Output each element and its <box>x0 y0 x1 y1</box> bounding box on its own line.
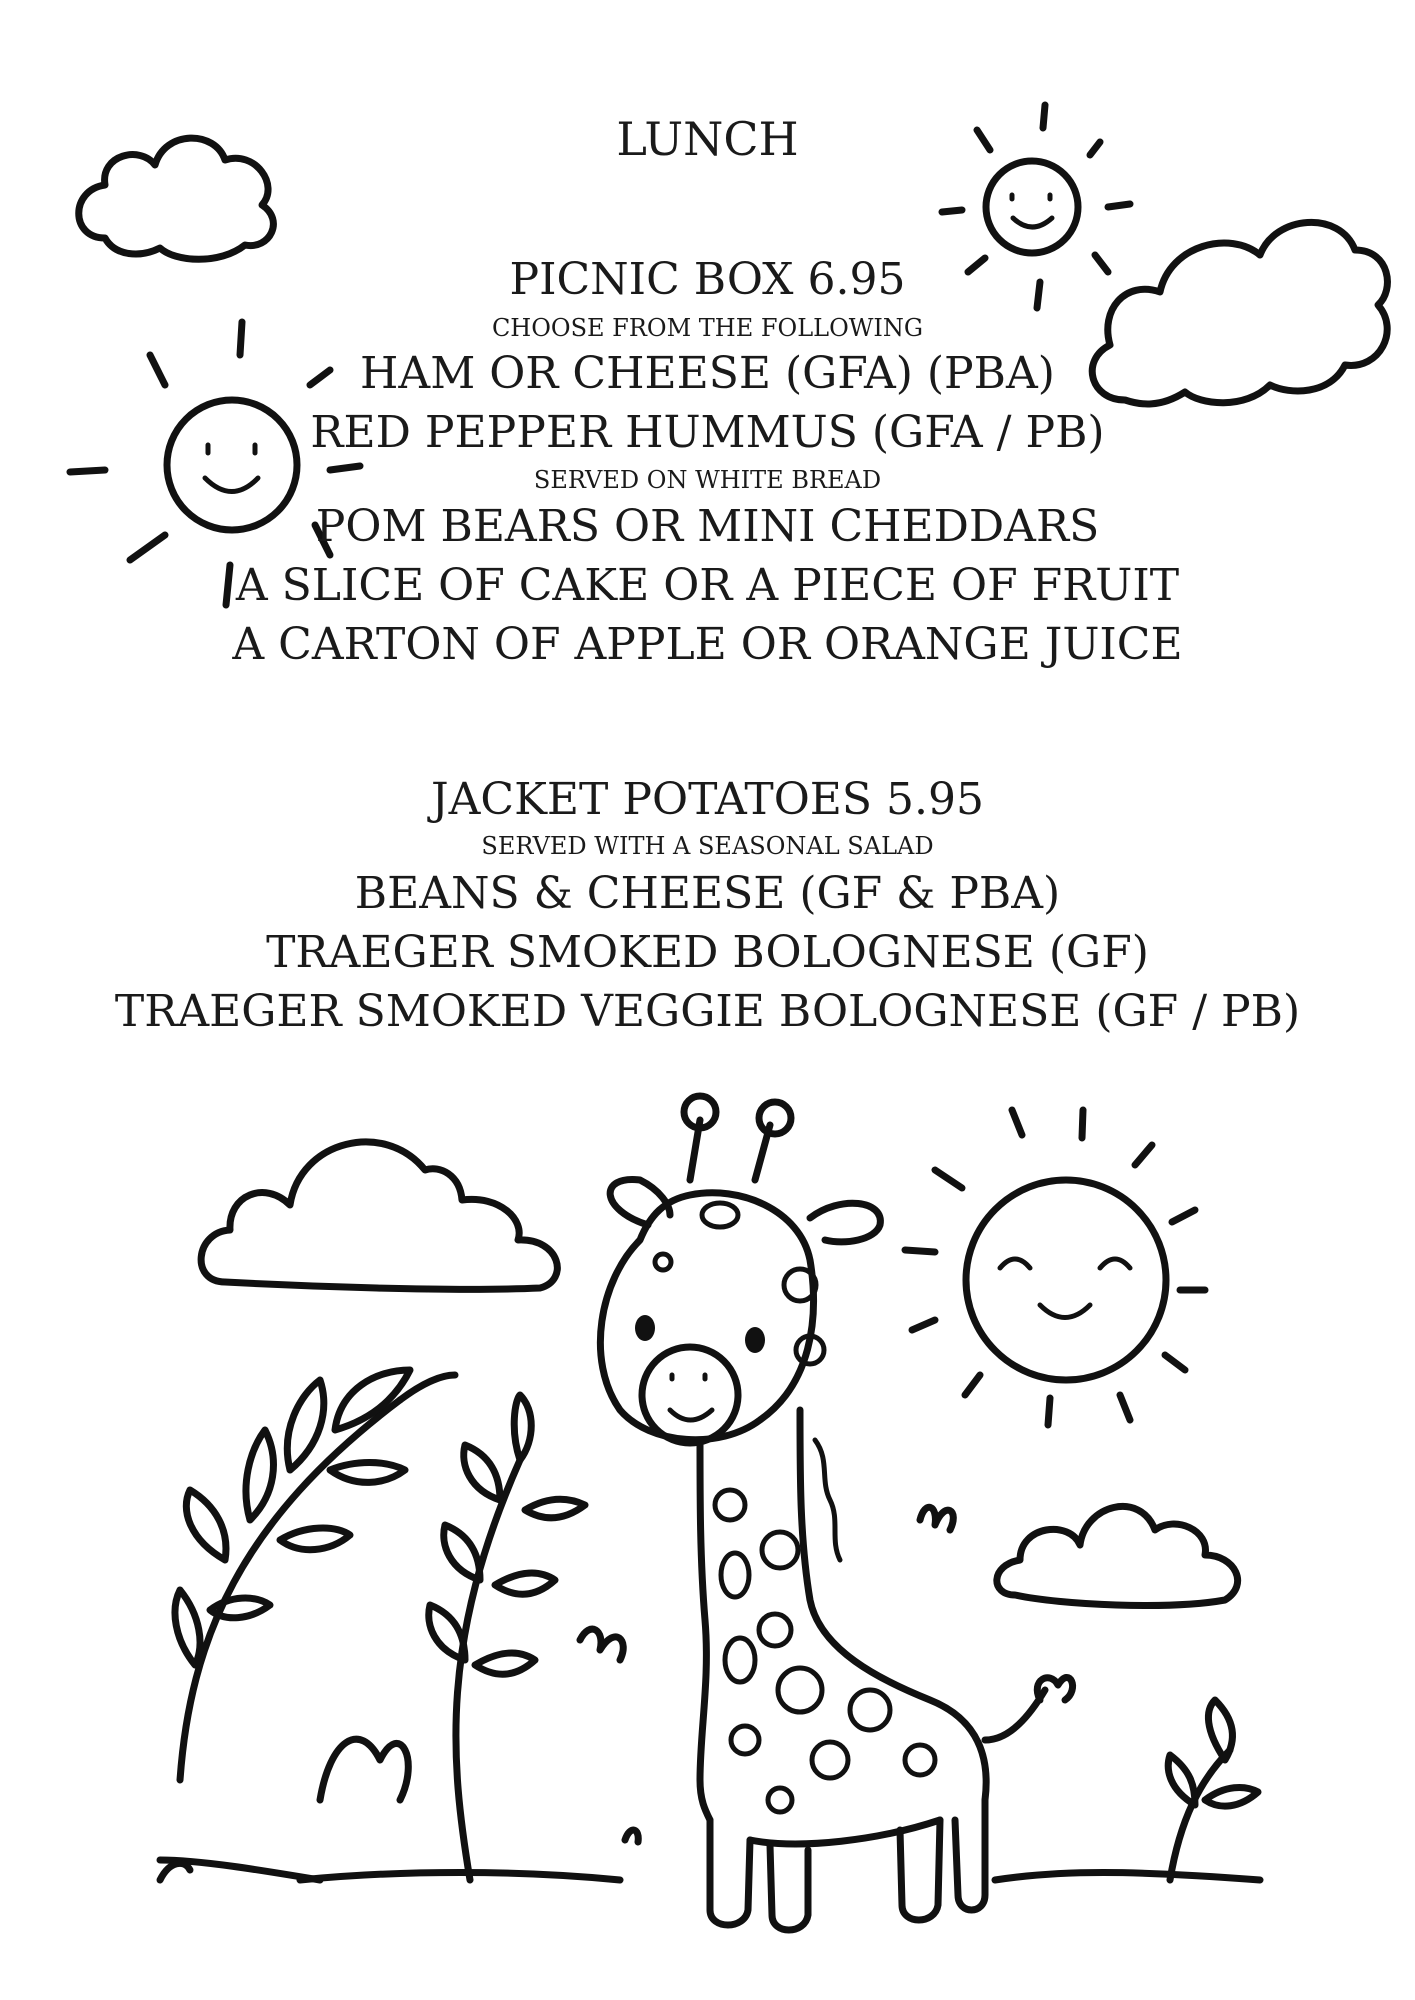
plant-icon <box>1168 1700 1258 1880</box>
section-heading-picnic: PICNIC BOX 6.95 <box>509 254 906 305</box>
jacket-item: BEANS & CHEESE (GF & PBA) <box>354 868 1061 919</box>
picnic-choose-note: CHOOSE FROM THE FOLLOWING <box>491 314 924 342</box>
picnic-item: A CARTON OF APPLE OR ORANGE JUICE <box>232 619 1183 670</box>
sun-icon <box>905 1110 1205 1425</box>
picnic-item: A SLICE OF CAKE OR A PIECE OF FRUIT <box>235 560 1180 611</box>
picnic-item: RED PEPPER HUMMUS (GFA / PB) <box>310 407 1105 458</box>
page-title: LUNCH <box>616 112 799 166</box>
jacket-item: TRAEGER SMOKED BOLOGNESE (GF) <box>266 927 1149 978</box>
jacket-item: TRAEGER SMOKED VEGGIE BOLOGNESE (GF / PB) <box>114 986 1301 1037</box>
plant-icon <box>175 1370 455 1780</box>
section-heading-jacket: JACKET POTATOES 5.95 <box>430 774 985 825</box>
cloud-icon <box>997 1506 1238 1605</box>
plant-icon <box>429 1395 585 1880</box>
picnic-served-note: SERVED ON WHITE BREAD <box>533 466 882 494</box>
picnic-item: HAM OR CHEESE (GFA) (PBA) <box>360 348 1055 399</box>
cloud-icon <box>201 1142 557 1289</box>
picnic-item: POM BEARS OR MINI CHEDDARS <box>315 501 1100 552</box>
giraffe-icon <box>600 1096 1072 1930</box>
jacket-note: SERVED WITH A SEASONAL SALAD <box>481 832 934 860</box>
